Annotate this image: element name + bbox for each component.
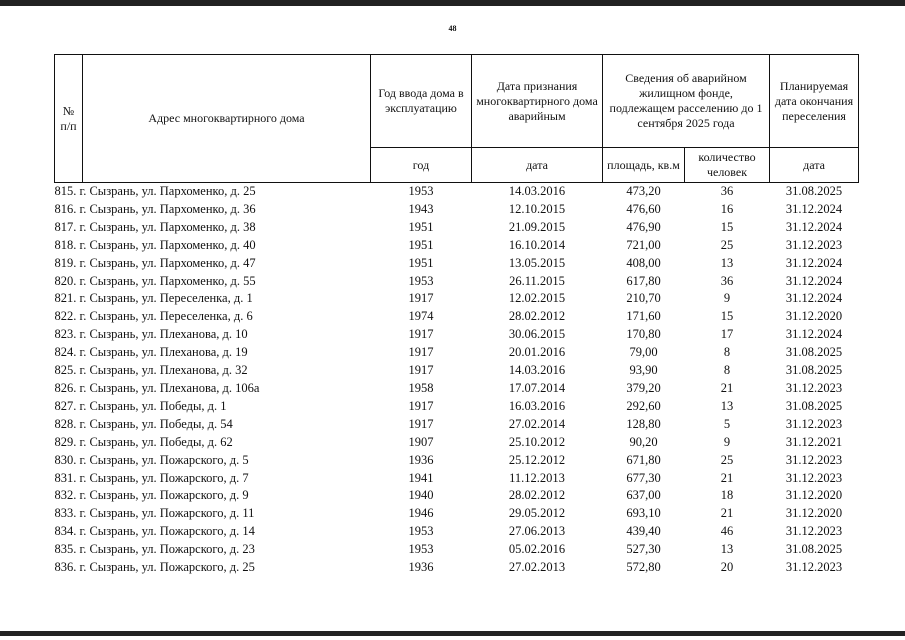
top-scan-border: [0, 0, 905, 6]
cell-address: 825. г. Сызрань, ул. Плеханова, д. 32: [54, 363, 248, 378]
table-row: [55, 273, 859, 291]
cell-people: 17: [720, 327, 734, 342]
cell-recognition-date: 20.01.2016: [508, 345, 566, 360]
cell-end-date: 31.08.2025: [785, 363, 843, 378]
cell-end-date: 31.12.2020: [785, 506, 843, 521]
cell-people: 15: [720, 309, 734, 324]
table-row: [55, 416, 859, 434]
table-row: [55, 523, 859, 541]
cell-area: 473,20: [603, 183, 685, 201]
cell-address: 834. г. Сызрань, ул. Пожарского, д. 14: [54, 524, 255, 539]
cell-people: 36: [685, 183, 770, 201]
table-row: [55, 326, 859, 344]
cell-year: 1953: [408, 542, 434, 557]
cell-recognition-date: 14.03.2016: [508, 363, 566, 378]
table-row: [55, 255, 859, 273]
cell-address: 818. г. Сызрань, ул. Пархоменко, д. 40: [54, 237, 256, 252]
cell-year: 1953: [408, 524, 434, 539]
cell-address: 821. г. Сызрань, ул. Переселенка, д. 1: [54, 291, 253, 306]
cell-area: 527,30: [626, 542, 661, 557]
cell-recognition-date: 05.02.2016: [508, 542, 566, 557]
table-row: [55, 219, 859, 237]
subheader-area: площадь, кв.м: [603, 148, 685, 183]
cell-address: 830. г. Сызрань, ул. Пожарского, д. 5: [54, 452, 249, 467]
cell-year: 1951: [408, 255, 434, 270]
cell-address: 826. г. Сызрань, ул. Плеханова, д. 106а: [54, 380, 260, 395]
cell-end-date: 31.12.2024: [785, 255, 843, 270]
cell-end-date: 31.08.2025: [785, 345, 843, 360]
header-address: Адрес многоквартирного дома: [83, 55, 371, 183]
cell-year: 1917: [408, 345, 434, 360]
cell-people: 13: [720, 398, 734, 413]
cell-end-date: 31.12.2020: [785, 488, 843, 503]
cell-people: 5: [723, 416, 731, 431]
subheader-year: год: [371, 148, 472, 183]
cell-year: 1951: [408, 237, 434, 252]
table-row: [55, 344, 859, 362]
cell-people: 13: [720, 542, 734, 557]
housing-register-table: [54, 54, 859, 577]
cell-address: 829. г. Сызрань, ул. Победы, д. 62: [54, 434, 233, 449]
cell-year: 1917: [408, 416, 434, 431]
cell-recognition-date: 12.10.2015: [508, 201, 566, 216]
header-row: [55, 55, 859, 148]
cell-address: 835. г. Сызрань, ул. Пожарского, д. 23: [54, 542, 255, 557]
cell-year: 1917: [408, 327, 434, 342]
header-year: Год ввода дома в эксплуатацию: [371, 55, 472, 148]
cell-area: 210,70: [626, 291, 661, 306]
cell-recognition-date: 16.03.2016: [508, 398, 566, 413]
cell-recognition-date: 21.09.2015: [508, 219, 566, 234]
cell-recognition-date: 26.11.2015: [509, 273, 565, 288]
cell-address: 832. г. Сызрань, ул. Пожарского, д. 9: [54, 488, 249, 503]
cell-year: 1907: [408, 434, 434, 449]
cell-area: 93,90: [629, 363, 658, 378]
cell-recognition-date: 27.06.2013: [508, 524, 566, 539]
cell-recognition-date: 28.02.2012: [508, 488, 566, 503]
cell-area: 617,80: [626, 273, 661, 288]
cell-year: 1953: [371, 183, 472, 201]
cell-end-date: 31.12.2024: [785, 273, 843, 288]
cell-year: 1943: [408, 201, 434, 216]
cell-people: 9: [723, 434, 731, 449]
cell-end-date: 31.12.2023: [785, 470, 843, 485]
cell-address: 815. г. Сызрань, ул. Пархоменко, д. 25: [55, 183, 371, 201]
cell-recognition-date: 27.02.2013: [508, 560, 566, 575]
cell-year: 1951: [408, 219, 434, 234]
cell-recognition-date: 13.05.2015: [508, 255, 566, 270]
subheader-end-date: дата: [770, 148, 859, 183]
cell-address: 823. г. Сызрань, ул. Плеханова, д. 10: [54, 327, 248, 342]
subheader-people: количество человек: [685, 148, 770, 183]
cell-area: 671,80: [626, 452, 661, 467]
cell-year: 1958: [408, 380, 434, 395]
cell-area: 90,20: [629, 434, 658, 449]
cell-area: 171,60: [626, 309, 661, 324]
cell-end-date: 31.12.2020: [785, 309, 843, 324]
cell-end-date: 31.08.2025: [785, 542, 843, 557]
cell-area: 379,20: [626, 380, 661, 395]
header-date-recognition: Дата признания многоквартирного дома аварийным: [472, 55, 603, 148]
cell-address: 816. г. Сызрань, ул. Пархоменко, д. 36: [54, 201, 256, 216]
cell-recognition-date: 11.12.2013: [509, 470, 565, 485]
cell-people: 25: [720, 452, 734, 467]
cell-year: 1917: [408, 398, 434, 413]
cell-people: 21: [720, 380, 734, 395]
cell-area: 439,40: [626, 524, 661, 539]
cell-end-date: 31.12.2024: [785, 327, 843, 342]
cell-end-date: 31.12.2024: [785, 201, 843, 216]
table-row: [55, 201, 859, 219]
cell-area: 79,00: [629, 345, 658, 360]
cell-people: 20: [720, 560, 734, 575]
cell-end-date: 31.12.2024: [785, 219, 843, 234]
cell-people: 9: [723, 291, 731, 306]
cell-area: 476,60: [626, 201, 661, 216]
table-row: [55, 398, 859, 416]
cell-people: 21: [720, 506, 734, 521]
cell-area: 677,30: [626, 470, 661, 485]
cell-address: 819. г. Сызрань, ул. Пархоменко, д. 47: [54, 255, 256, 270]
cell-end-date: 31.12.2023: [785, 452, 843, 467]
table-row: [55, 541, 859, 559]
cell-address: 831. г. Сызрань, ул. Пожарского, д. 7: [54, 470, 249, 485]
cell-people: 8: [723, 345, 731, 360]
cell-area: 693,10: [626, 506, 661, 521]
cell-area: 408,00: [626, 255, 661, 270]
table-row: [55, 470, 859, 488]
table-row: [55, 362, 859, 380]
subheader-date: дата: [472, 148, 603, 183]
cell-area: 170,80: [626, 327, 661, 342]
table-row: [55, 308, 859, 326]
cell-address: 824. г. Сызрань, ул. Плеханова, д. 19: [54, 345, 248, 360]
cell-people: 36: [720, 273, 734, 288]
table-row: [55, 237, 859, 255]
table-row: [55, 434, 859, 452]
header-emergency-info: Сведения об аварийном жилищном фонде, подлежащем расселению до 1 сентября 2025 года: [603, 55, 770, 148]
cell-area: 476,90: [626, 219, 661, 234]
cell-people: 18: [720, 488, 734, 503]
cell-recognition-date: 14.03.2016: [472, 183, 603, 201]
table-row: [55, 183, 859, 201]
cell-area: 721,00: [626, 237, 661, 252]
cell-year: 1940: [408, 488, 434, 503]
table-row: [55, 290, 859, 308]
cell-people: 8: [723, 363, 731, 378]
cell-year: 1917: [408, 291, 434, 306]
cell-people: 25: [720, 237, 734, 252]
cell-recognition-date: 25.10.2012: [508, 434, 566, 449]
cell-area: 572,80: [626, 560, 661, 575]
cell-recognition-date: 27.02.2014: [508, 416, 566, 431]
cell-end-date: 31.12.2023: [785, 416, 843, 431]
cell-year: 1941: [408, 470, 434, 485]
cell-address: 833. г. Сызрань, ул. Пожарского, д. 11: [54, 506, 255, 521]
cell-recognition-date: 25.12.2012: [508, 452, 566, 467]
table-row: [55, 452, 859, 470]
table-row: [55, 487, 859, 505]
cell-address: 827. г. Сызрань, ул. Победы, д. 1: [54, 398, 227, 413]
cell-end-date: 31.12.2023: [785, 380, 843, 395]
cell-people: 13: [720, 255, 734, 270]
cell-address: 822. г. Сызрань, ул. Переселенка, д. 6: [54, 309, 253, 324]
cell-end-date: 31.08.2025: [770, 183, 859, 201]
cell-address: 836. г. Сызрань, ул. Пожарского, д. 25: [54, 560, 255, 575]
cell-year: 1936: [408, 560, 434, 575]
cell-end-date: 31.12.2023: [785, 560, 843, 575]
cell-address: 820. г. Сызрань, ул. Пархоменко, д. 55: [54, 273, 256, 288]
cell-recognition-date: 16.10.2014: [508, 237, 566, 252]
cell-year: 1936: [408, 452, 434, 467]
cell-area: 292,60: [626, 398, 661, 413]
cell-address: 817. г. Сызрань, ул. Пархоменко, д. 38: [54, 219, 256, 234]
page-number: 48: [448, 24, 457, 33]
cell-recognition-date: 28.02.2012: [508, 309, 566, 324]
table-row: [55, 380, 859, 398]
cell-recognition-date: 12.02.2015: [508, 291, 566, 306]
cell-year: 1946: [408, 506, 434, 521]
cell-people: 21: [720, 470, 734, 485]
cell-recognition-date: 30.06.2015: [508, 327, 566, 342]
cell-year: 1953: [408, 273, 434, 288]
header-planned-date: Планируемая дата окончания переселения: [770, 55, 859, 148]
cell-end-date: 31.12.2023: [785, 237, 843, 252]
cell-end-date: 31.12.2021: [785, 434, 843, 449]
cell-address: 828. г. Сызрань, ул. Победы, д. 54: [54, 416, 233, 431]
cell-people: 16: [720, 201, 734, 216]
cell-end-date: 31.08.2025: [785, 398, 843, 413]
cell-year: 1917: [408, 363, 434, 378]
cell-people: 15: [720, 219, 734, 234]
cell-area: 128,80: [626, 416, 661, 431]
header-num: № п/п: [55, 55, 83, 183]
cell-end-date: 31.12.2024: [785, 291, 843, 306]
bottom-scan-border: [0, 631, 905, 636]
cell-year: 1974: [408, 309, 434, 324]
cell-people: 46: [720, 524, 734, 539]
cell-recognition-date: 17.07.2014: [508, 380, 566, 395]
table-row: [55, 559, 859, 577]
table-row: [55, 505, 859, 523]
cell-area: 637,00: [626, 488, 661, 503]
cell-recognition-date: 29.05.2012: [508, 506, 566, 521]
cell-end-date: 31.12.2023: [785, 524, 843, 539]
